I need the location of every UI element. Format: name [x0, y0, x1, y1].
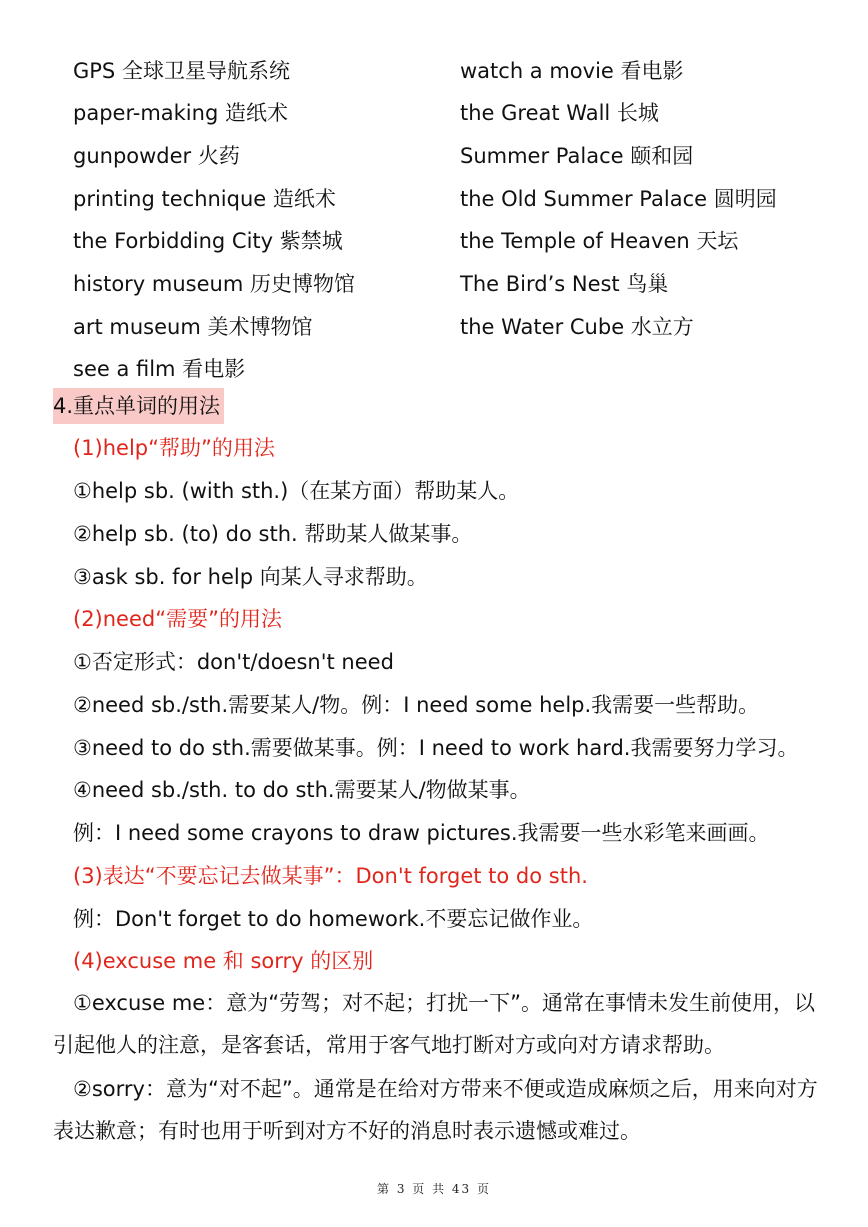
vocab-right-5: the Temple of Heaven 天坛 — [460, 229, 739, 253]
excuse-paragraph: ①excuse me：意为“劳驾；对不起；打扰一下”。通常在事情未发生前使用，以引起他人的注意，是客套话，常用于客气地打断对方或向对方请求帮助。 — [53, 991, 815, 1057]
need-item-4: ④need sb./sth. to do sth.需要某人/物做某事。 — [73, 778, 531, 802]
vocab-left-5: the Forbidding City 紫禁城 — [73, 229, 343, 253]
vocab-left-8: see a film 看电影 — [73, 357, 246, 381]
forget-title: (3)表达“不要忘记去做某事”：Don't forget to do sth. — [73, 864, 588, 888]
need-item-2: ②need sb./sth.需要某人/物。例：I need some help.我需要一些帮助。 — [73, 693, 760, 717]
vocab-right-1: watch a movie 看电影 — [460, 59, 684, 83]
vocab-left-6: history museum 历史博物馆 — [73, 272, 355, 296]
page-footer: 第 3 页 共 43 页 — [377, 1182, 491, 1196]
vocab-left-2: paper-making 造纸术 — [73, 101, 288, 125]
vocab-left-3: gunpowder 火药 — [73, 144, 240, 168]
vocab-right-6: The Bird’s Nest 鸟巢 — [460, 272, 669, 296]
excuse-title: (4)excuse me 和 sorry 的区别 — [73, 949, 374, 973]
help-item-3: ③ask sb. for help 向某人寻求帮助。 — [73, 565, 428, 589]
vocab-left-7: art museum 美术博物馆 — [73, 315, 313, 339]
need-item-1: ①否定形式：don't/doesn't need — [73, 650, 394, 674]
vocab-right-7: the Water Cube 水立方 — [460, 315, 694, 339]
need-example: 例：I need some crayons to draw pictures.我需要一些水彩笔来画画。 — [73, 821, 770, 845]
help-item-1: ①help sb. (with sth.)（在某方面）帮助某人。 — [73, 479, 520, 503]
forget-example: 例：Don't forget to do homework.不要忘记做作业。 — [73, 907, 594, 931]
vocab-right-3: Summer Palace 颐和园 — [460, 144, 694, 168]
help-title: (1)help“帮助”的用法 — [73, 436, 275, 460]
need-title: (2)need“需要”的用法 — [73, 607, 282, 631]
section-heading: 4.重点单词的用法 — [53, 388, 224, 424]
sorry-paragraph: ②sorry：意为“对不起”。通常是在给对方带来不便或造成麻烦之后，用来向对方表达歉意；有时也用于听到对方不好的消息时表示遗憾或难过。 — [53, 1077, 818, 1143]
need-item-3: ③need to do sth.需要做某事。例：I need to work hard.我需要努力学习。 — [73, 736, 799, 760]
help-item-2: ②help sb. (to) do sth. 帮助某人做某事。 — [73, 522, 473, 546]
vocab-right-4: the Old Summer Palace 圆明园 — [460, 187, 777, 211]
vocab-right-2: the Great Wall 长城 — [460, 101, 659, 125]
vocab-left-4: printing technique 造纸术 — [73, 187, 336, 211]
vocab-left-1: GPS 全球卫星导航系统 — [73, 59, 290, 83]
